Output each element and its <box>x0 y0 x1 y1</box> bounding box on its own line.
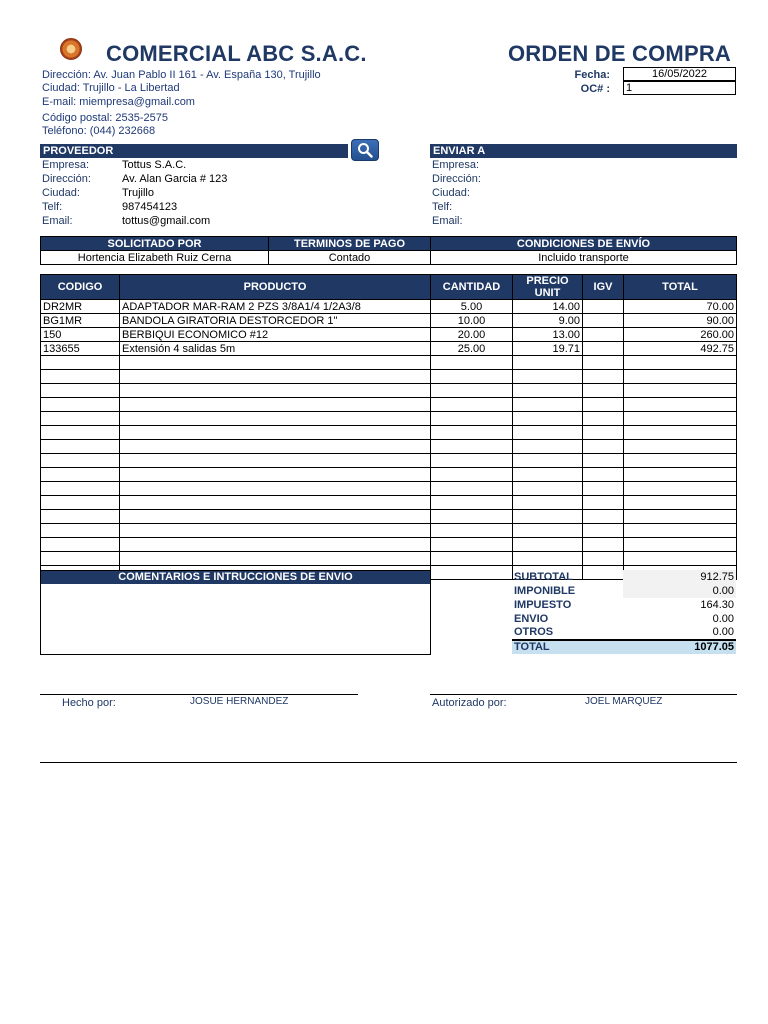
item-product[interactable] <box>120 384 431 398</box>
item-product[interactable]: Extensión 4 salidas 5m <box>120 342 431 356</box>
item-product[interactable] <box>120 440 431 454</box>
shipping-conditions-header: CONDICIONES DE ENVÍO <box>431 237 737 251</box>
item-code[interactable] <box>41 482 120 496</box>
item-code[interactable]: 150 <box>41 328 120 342</box>
subtotal-label: SUBTOTAL <box>514 570 573 583</box>
footer-divider <box>40 762 737 763</box>
item-code[interactable] <box>41 398 120 412</box>
tax-value: 164.30 <box>700 598 734 611</box>
item-product[interactable] <box>120 552 431 566</box>
field-label: Empresa: <box>42 159 90 171</box>
tax-label: IMPUESTO <box>514 598 572 611</box>
item-igv[interactable] <box>583 496 624 510</box>
item-igv[interactable] <box>583 524 624 538</box>
taxable-value[interactable]: 0.00 <box>623 584 736 598</box>
item-quantity[interactable]: 10.00 <box>431 314 513 328</box>
supplier-phone: 987454123 <box>122 201 178 213</box>
made-by-name: JOSUE HERNANDEZ <box>190 696 289 707</box>
company-name: COMERCIAL ABC S.A.C. <box>106 41 367 66</box>
igv-header: IGV <box>583 275 624 300</box>
item-code[interactable] <box>41 356 120 370</box>
item-igv[interactable] <box>583 454 624 468</box>
item-unit-price[interactable] <box>513 552 583 566</box>
company-logo-icon <box>60 38 82 60</box>
shipping-label: ENVIO <box>514 612 549 625</box>
supplier-company: Tottus S.A.C. <box>122 159 187 171</box>
table-row <box>41 412 737 426</box>
authorized-by-signature-line <box>430 694 737 695</box>
item-quantity[interactable]: 20.00 <box>431 328 513 342</box>
item-unit-price[interactable]: 14.00 <box>513 300 583 314</box>
item-total[interactable] <box>624 524 737 538</box>
item-total[interactable] <box>624 510 737 524</box>
company-address: Dirección: Av. Juan Pablo II 161 - Av. España 130, Trujillo <box>42 69 321 81</box>
item-total[interactable] <box>624 384 737 398</box>
item-igv[interactable] <box>583 426 624 440</box>
table-row <box>41 468 737 482</box>
item-igv[interactable] <box>583 510 624 524</box>
item-unit-price[interactable] <box>513 538 583 552</box>
other-value[interactable]: 0.00 <box>712 626 734 638</box>
supplier-details <box>42 158 227 228</box>
item-unit-price[interactable] <box>513 398 583 412</box>
item-total[interactable] <box>624 412 737 426</box>
table-row <box>41 314 737 328</box>
terms-value-row <box>41 251 737 265</box>
field-label: Empresa: <box>432 159 480 171</box>
item-product[interactable] <box>120 454 431 468</box>
item-total[interactable] <box>624 552 737 566</box>
code-header: CODIGO <box>41 275 120 300</box>
item-code[interactable] <box>41 468 120 482</box>
subtotal-row <box>512 570 736 584</box>
shipping-value[interactable]: 0.00 <box>712 612 734 625</box>
taxable-row <box>512 584 736 598</box>
item-unit-price[interactable]: 9.00 <box>513 314 583 328</box>
item-igv[interactable] <box>583 342 624 356</box>
field-label: Email: <box>432 215 463 227</box>
item-product[interactable] <box>120 496 431 510</box>
shipping-row <box>512 612 736 626</box>
item-igv[interactable] <box>583 328 624 342</box>
item-total[interactable]: 90.00 <box>624 314 737 328</box>
item-unit-price[interactable] <box>513 370 583 384</box>
item-quantity[interactable] <box>431 412 513 426</box>
item-igv[interactable] <box>583 398 624 412</box>
payment-terms-header: TERMINOS DE PAGO <box>269 237 431 251</box>
item-code[interactable] <box>41 496 120 510</box>
table-row <box>41 370 737 384</box>
order-number-field[interactable]: 1 <box>623 81 736 95</box>
item-code[interactable] <box>41 552 120 566</box>
shipping-conditions-value[interactable]: Incluido transporte <box>431 251 737 265</box>
ship-company-row <box>432 158 512 172</box>
item-total[interactable]: 492.75 <box>624 342 737 356</box>
terms-header-row <box>41 237 737 251</box>
supplier-phone-row <box>42 200 227 214</box>
item-product[interactable] <box>120 538 431 552</box>
authorized-by-name: JOEL MARQUEZ <box>585 696 663 707</box>
supplier-city-row <box>42 186 227 200</box>
item-product[interactable]: BERBIQUI ECONOMICO #12 <box>120 328 431 342</box>
document-title: ORDEN DE COMPRA <box>508 41 732 66</box>
items-header-row <box>41 275 737 300</box>
item-quantity[interactable]: 5.00 <box>431 300 513 314</box>
item-quantity[interactable] <box>431 440 513 454</box>
supplier-header: PROVEEDOR <box>40 144 348 158</box>
item-igv[interactable] <box>583 412 624 426</box>
item-product[interactable] <box>120 356 431 370</box>
company-email: E-mail: miempresa@gmail.com <box>42 96 195 108</box>
item-code[interactable] <box>41 412 120 426</box>
table-row <box>41 552 737 566</box>
date-field[interactable]: 16/05/2022 <box>623 67 736 81</box>
item-product[interactable] <box>120 426 431 440</box>
item-quantity[interactable] <box>431 370 513 384</box>
made-by-label: Hecho por: <box>62 697 116 709</box>
table-row <box>41 384 737 398</box>
item-unit-price[interactable] <box>513 510 583 524</box>
item-quantity[interactable] <box>431 566 513 580</box>
item-quantity[interactable]: 25.00 <box>431 342 513 356</box>
item-total[interactable] <box>624 440 737 454</box>
order-number-label: OC# : <box>580 83 610 95</box>
field-label: Email: <box>42 215 73 227</box>
item-product[interactable] <box>120 510 431 524</box>
comments-field[interactable] <box>40 570 431 655</box>
totals-section <box>512 570 736 654</box>
item-code[interactable] <box>41 510 120 524</box>
item-total[interactable] <box>624 370 737 384</box>
item-total[interactable] <box>624 482 737 496</box>
requested-by-header: SOLICITADO POR <box>41 237 269 251</box>
item-quantity[interactable] <box>431 398 513 412</box>
table-row <box>41 496 737 510</box>
ship-to-header: ENVIAR A <box>430 144 737 158</box>
field-label: Telf: <box>42 201 63 213</box>
search-icon <box>357 142 373 158</box>
terms-section <box>40 236 737 265</box>
item-code[interactable]: DR2MR <box>41 300 120 314</box>
item-unit-price[interactable]: 13.00 <box>513 328 583 342</box>
item-product[interactable] <box>120 482 431 496</box>
item-igv[interactable] <box>583 370 624 384</box>
item-igv[interactable] <box>583 538 624 552</box>
subtotal-value: 912.75 <box>623 570 736 584</box>
item-quantity[interactable] <box>431 454 513 468</box>
item-unit-price[interactable] <box>513 412 583 426</box>
item-igv[interactable] <box>583 314 624 328</box>
supplier-company-row <box>42 158 227 172</box>
ship-phone-row <box>432 200 512 214</box>
item-quantity[interactable] <box>431 496 513 510</box>
comments-text <box>41 587 430 591</box>
unit-price-header: PRECIO UNIT <box>513 275 583 300</box>
item-quantity[interactable] <box>431 482 513 496</box>
total-header: TOTAL <box>624 275 737 300</box>
item-code[interactable] <box>41 384 120 398</box>
table-row <box>41 328 737 342</box>
item-code[interactable] <box>41 426 120 440</box>
field-label: Ciudad: <box>432 187 470 199</box>
item-code[interactable] <box>41 440 120 454</box>
table-row <box>41 454 737 468</box>
item-igv[interactable] <box>583 552 624 566</box>
field-label: Ciudad: <box>42 187 80 199</box>
item-product[interactable] <box>120 370 431 384</box>
item-code[interactable] <box>41 524 120 538</box>
item-quantity[interactable] <box>431 468 513 482</box>
company-phone: Teléfono: (044) 232668 <box>42 125 156 137</box>
supplier-email: tottus@gmail.com <box>122 215 211 227</box>
grand-total-row <box>512 640 736 654</box>
item-code[interactable] <box>41 370 120 384</box>
search-supplier-button[interactable] <box>351 139 379 161</box>
item-unit-price[interactable] <box>513 426 583 440</box>
item-total[interactable] <box>624 356 737 370</box>
item-unit-price[interactable] <box>513 524 583 538</box>
item-total[interactable] <box>624 398 737 412</box>
item-quantity[interactable] <box>431 356 513 370</box>
item-igv[interactable] <box>583 356 624 370</box>
item-quantity[interactable] <box>431 524 513 538</box>
item-igv[interactable] <box>583 384 624 398</box>
item-code[interactable] <box>41 454 120 468</box>
ship-email-row <box>432 214 512 228</box>
company-postal: Código postal: 2535-2575 <box>42 112 168 124</box>
item-total[interactable] <box>624 538 737 552</box>
item-total[interactable] <box>624 426 737 440</box>
comments-header: COMENTARIOS E INTRUCCIONES DE ENVIO <box>40 570 431 584</box>
item-product[interactable] <box>120 524 431 538</box>
item-unit-price[interactable] <box>513 496 583 510</box>
items-section <box>40 274 737 580</box>
table-row <box>41 342 737 356</box>
item-quantity[interactable] <box>431 384 513 398</box>
quantity-header: CANTIDAD <box>431 275 513 300</box>
other-row <box>512 626 736 640</box>
item-product[interactable] <box>120 468 431 482</box>
item-quantity[interactable] <box>431 510 513 524</box>
item-total[interactable] <box>624 468 737 482</box>
item-unit-price[interactable] <box>513 384 583 398</box>
item-total[interactable]: 260.00 <box>624 328 737 342</box>
grand-total-label: TOTAL <box>512 640 623 654</box>
table-row <box>41 440 737 454</box>
table-row <box>41 538 737 552</box>
item-unit-price[interactable] <box>513 440 583 454</box>
item-igv[interactable] <box>583 468 624 482</box>
items-body <box>41 300 737 580</box>
item-quantity[interactable] <box>431 426 513 440</box>
item-total[interactable] <box>624 496 737 510</box>
taxable-label: IMPONIBLE <box>514 584 576 597</box>
field-label: Telf: <box>432 201 453 213</box>
supplier-email-row <box>42 214 227 228</box>
item-unit-price[interactable]: 19.71 <box>513 342 583 356</box>
ship-address-row <box>432 172 512 186</box>
payment-terms-value[interactable]: Contado <box>269 251 431 265</box>
table-row <box>41 524 737 538</box>
product-header: PRODUCTO <box>120 275 431 300</box>
table-row <box>41 300 737 314</box>
ship-to-details <box>432 158 512 228</box>
company-city: Ciudad: Trujillo - La Libertad <box>42 82 180 94</box>
supplier-address: Av. Alan Garcia # 123 <box>122 173 228 185</box>
table-row <box>41 426 737 440</box>
item-quantity[interactable] <box>431 552 513 566</box>
date-label: Fecha: <box>574 69 610 81</box>
item-product[interactable] <box>120 412 431 426</box>
tax-row <box>512 598 736 612</box>
supplier-city: Trujillo <box>122 187 154 199</box>
item-igv[interactable] <box>583 482 624 496</box>
requested-by-value[interactable]: Hortencia Elizabeth Ruiz Cerna <box>41 251 269 265</box>
made-by-signature-line <box>40 694 358 695</box>
item-product[interactable] <box>120 398 431 412</box>
item-igv[interactable] <box>583 300 624 314</box>
item-unit-price[interactable] <box>513 454 583 468</box>
item-unit-price[interactable] <box>513 482 583 496</box>
grand-total-value: 1077.05 <box>623 640 736 654</box>
item-total[interactable] <box>624 454 737 468</box>
item-igv[interactable] <box>583 440 624 454</box>
table-row <box>41 510 737 524</box>
item-unit-price[interactable] <box>513 468 583 482</box>
item-code[interactable]: 133655 <box>41 342 120 356</box>
other-label: OTROS <box>514 626 554 638</box>
item-code[interactable] <box>41 538 120 552</box>
item-product[interactable]: BANDOLA GIRATORIA DESTORCEDOR 1" <box>120 314 431 328</box>
ship-city-row <box>432 186 512 200</box>
item-total[interactable]: 70.00 <box>624 300 737 314</box>
table-row <box>41 356 737 370</box>
item-code[interactable]: BG1MR <box>41 314 120 328</box>
supplier-address-row <box>42 172 227 186</box>
table-row <box>41 482 737 496</box>
item-unit-price[interactable] <box>513 356 583 370</box>
table-row <box>41 398 737 412</box>
item-quantity[interactable] <box>431 538 513 552</box>
authorized-by-label: Autorizado por: <box>432 697 507 709</box>
field-label: Dirección: <box>432 173 481 185</box>
field-label: Dirección: <box>42 173 91 185</box>
item-product[interactable]: ADAPTADOR MAR-RAM 2 PZS 3/8A1/4 1/2A3/8 <box>120 300 431 314</box>
